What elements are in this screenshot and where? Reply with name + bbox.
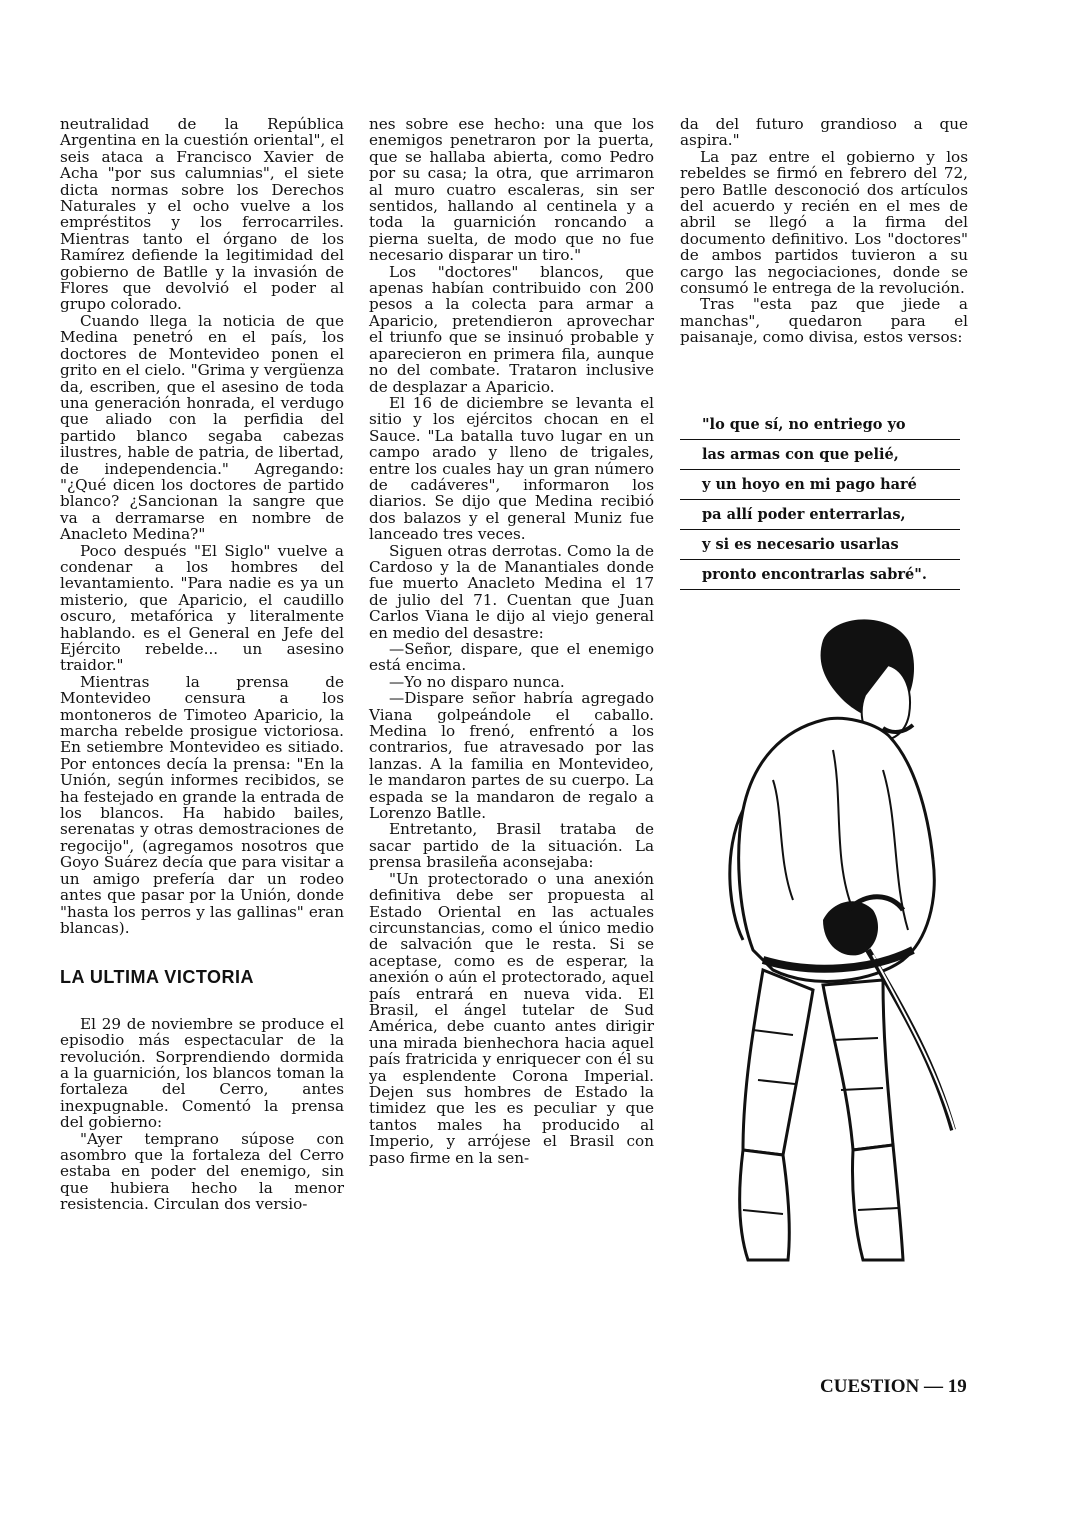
paragraph: Siguen otras derrotas. Como la de Cardoso y la de Manantiales donde fue muerto Anacleto Medina el 17 de julio del 71. Cuentan que Juan Carlos Viana le dijo al viejo general en medio del desastre: bbox=[369, 541, 654, 642]
paragraph: nes sobre ese hecho: una que los enemigos penetraron por la puerta, que se hallaba abierta, como Pedro por su casa; la otra, que arrimaron al muro cuatro escaleras, sin ser sentidos, hallando al centinela y a toda la guarnición roncando a pierna suelta, de modo que no fue necesario disparar un tiro." bbox=[369, 115, 654, 265]
paragraph: —Dispare señor habría agregado Viana golpeándole el caballo. Medina lo frenó, enfrentó a los contrarios, fue atravesado por las lanzas. A la familia en Montevideo, le mandaron partes de su cuerpo. La espada se la mandaron de regalo a Lorenzo Batlle. bbox=[369, 689, 654, 823]
column-2 bbox=[369, 116, 654, 1166]
paragraph: El 29 de noviembre se produce el episodio más espectacular de la revolución. Sorprendiendo dormida a la guarnición, los blancos toman la fortaleza del Cerro, antes inexpugnable. Comentó la prensa del gobierno: bbox=[60, 1014, 344, 1132]
paragraph: Mientras la prensa de Montevideo censura a los montoneros de Timoteo Aparicio, la marcha rebelde prosigue victoriosa. En setiembre Montevideo es sitiado. Por entonces decía la prensa: "En la Unión, según informes recibidos, se ha festejado en grande la entrada de los blancos. Ha habido bailes, serenatas y otras demostraciones de regocijo", (agregamos nosotros que Goyo Suárez decía que para visitar a un amigo prefería dar un rodeo antes que pasar por la Unión, donde "hasta los perros y las gallinas" eran blancas). bbox=[60, 672, 344, 937]
paragraph: neutralidad de la República Argentina en la cuestión oriental", el seis ataca a Francisco Xavier de Acha "por sus calumnias", el siete dicta normas sobre los Derechos Naturales y el ocho vuelve a los empréstitos y los ferrocarriles. Mientras tanto el órgano de los Ramírez defiende la legitimidad del gobierno de Batlle y la invasión de Flores que devolvió el poder al grupo colorado. bbox=[60, 115, 344, 314]
paragraph: La paz entre el gobierno y los rebeldes se firmó en febrero del 72, pero Batlle desconoció dos artículos del acuerdo y recién en el mes de abril se llegó a la firma del documento definitivo. Los "doctores" de ambos partidos tuvieron a su cargo las negociaciones, donde se consumó le entrega de la revolución. bbox=[680, 147, 968, 298]
paragraph: —Señor, dispare, que el enemigo está encima. bbox=[369, 640, 654, 675]
paragraph: Poco después "El Siglo" vuelve a condenar a los hombres del levantamiento. "Para nadie es ya un misterio, que Aparicio, el caudillo oscuro, metafórica y literalmente hablando. es el General en Jefe del Ejército rebelde... un asesino traidor." bbox=[60, 541, 344, 675]
verse-line: "lo que sí, no entriego yo bbox=[680, 410, 960, 440]
column-3 bbox=[680, 116, 968, 346]
verse-line: y un hoyo en mi pago haré bbox=[680, 470, 960, 500]
gaucho-illustration bbox=[683, 610, 983, 1270]
paragraph: El 16 de diciembre se levanta el sitio y los ejércitos chocan en el Sauce. "La batalla tuvo lugar en un campo arado y lleno de trigales, entre los cuales hay un gran número de cadáveres", informaron los diarios. Se dijo que Medina recibió dos balazos y el general Muniz fue lanceado tres veces. bbox=[369, 393, 654, 544]
verse-line: y si es necesario usarlas bbox=[680, 530, 960, 560]
paragraph: Los "doctores" blancos, que apenas habían contribuido con 200 pesos a la colecta para armar a Aparicio, pretendieron aprovechar el triunfo que se insinuó probable y aparecieron en primera fila, aunque no del combate. Trataron inclusive de desplazar a Aparicio. bbox=[369, 262, 654, 396]
verse-line: las armas con que pelié, bbox=[680, 440, 960, 470]
verse-box bbox=[680, 410, 960, 590]
page-footer: CUESTION — 19 bbox=[820, 1376, 967, 1397]
paragraph: "Un protectorado o una anexión definitiva debe ser propuesta al Estado Oriental en las actuales circunstancias, como el único medio de salvación que le resta. Si se aceptase, como es de esperar, la anexión o aún el protectorado, aquel país entrará en nueva vida. El Brasil, el ángel tutelar de Sud América, debe cuanto antes dirigir una mirada bienhechora hacia aquel país fratricida y enriquecer con él su ya esplendente Corona Imperial. Dejen sus hombres de Estado la timidez que les es peculiar y que tantos males ha producido al Imperio, y arrójese el Brasil con paso firme en la sen- bbox=[369, 869, 654, 1167]
paragraph: da del futuro grandioso a que aspira." bbox=[680, 115, 968, 150]
paragraph: —Yo no disparo nunca. bbox=[389, 672, 565, 691]
column-1 bbox=[60, 116, 344, 1213]
paragraph: Entretanto, Brasil trataba de sacar partido de la situación. La prensa brasileña aconsejaba: bbox=[369, 820, 654, 872]
paragraph: Tras "esta paz que jiede a manchas", quedaron para el paisanaje, como divisa, estos versos: bbox=[680, 295, 968, 347]
paragraph: Cuando llega la noticia de que Medina penetró en el país, los doctores de Montevideo ponen el grito en el cielo. "Grima y vergüenza da, escriben, que el asesino de toda una generación honrada, el verdugo que aliado con la perfidia del partido blanco segaba cabezas ilustres, hable de patria, de libertad, de independencia." Agregando: "¿Qué dicen los doctores de partido blanco? ¿Sancionan la sangre que va a derramarse en nombre de Anacleto Medina?" bbox=[60, 311, 344, 544]
verse-line: pa allí poder enterrarlas, bbox=[680, 500, 960, 530]
verse-line: pronto encontrarlas sabré". bbox=[680, 560, 960, 590]
paragraph: "Ayer temprano súpose con asombro que la fortaleza del Cerro estaba en poder del enemigo, sin que hubiera hecho la menor resistencia. Circulan dos versio- bbox=[60, 1129, 344, 1214]
section-heading: LA ULTIMA VICTORIA bbox=[60, 967, 254, 988]
